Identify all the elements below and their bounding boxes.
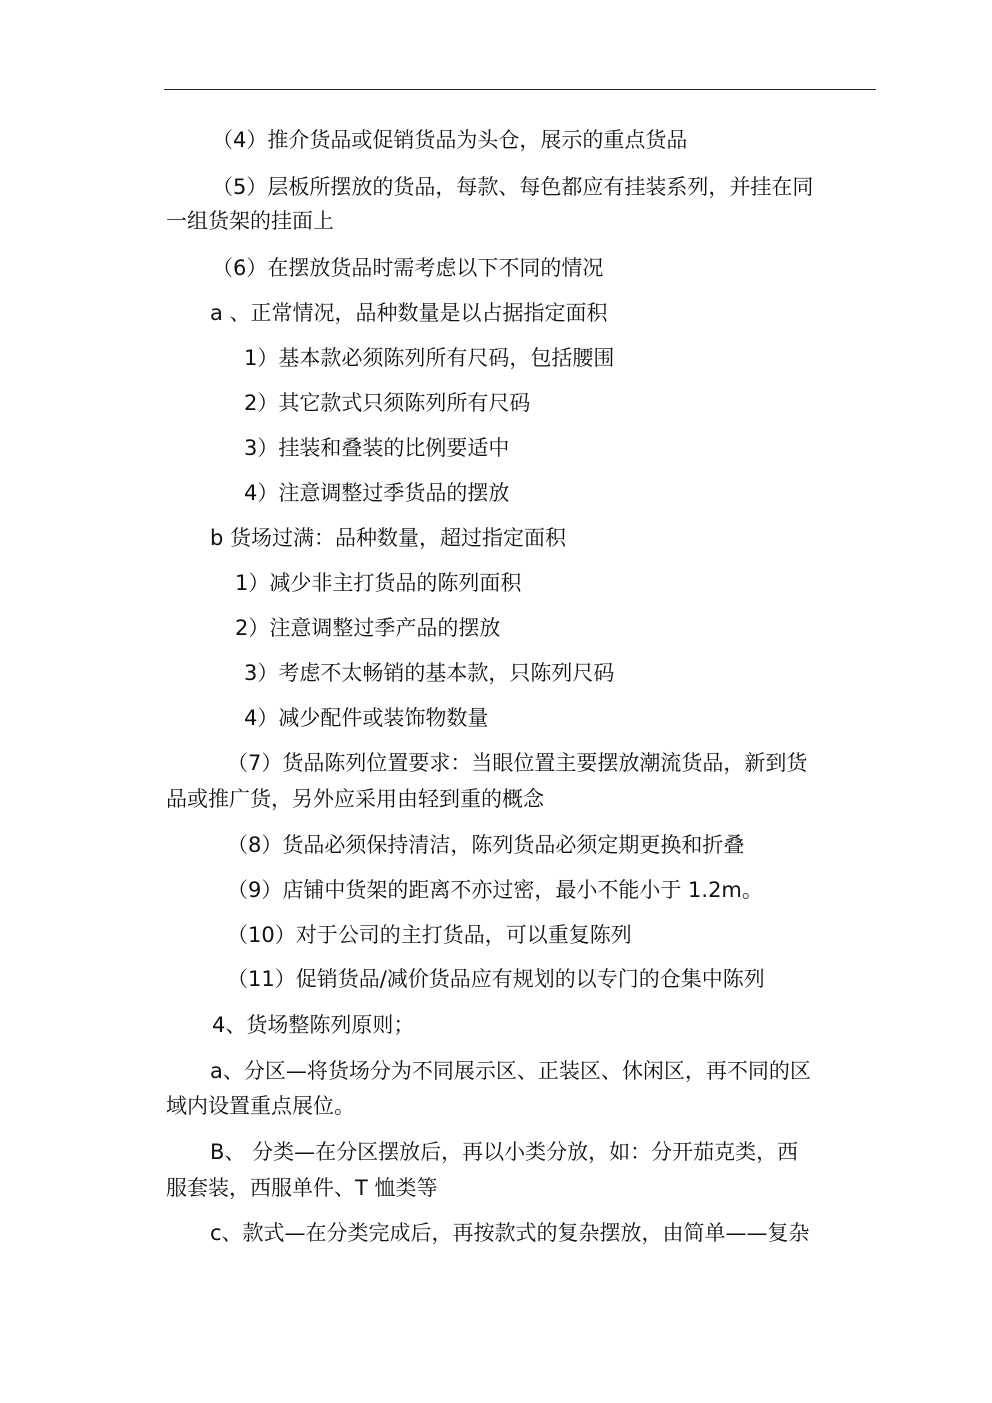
text-line: 服套装，西服单件、T 恤类等 xyxy=(166,1176,438,1200)
text-line: 4）减少配件或装饰物数量 xyxy=(244,706,489,730)
text-line: （7）货品陈列位置要求：当眼位置主要摆放潮流货品，新到货 xyxy=(227,751,808,775)
text-line: a 、正常情况，品种数量是以占据指定面积 xyxy=(210,301,608,325)
text-line: （11）促销货品/减价货品应有规划的以专门的仓集中陈列 xyxy=(227,967,765,991)
text-line: 4）注意调整过季货品的摆放 xyxy=(244,481,510,505)
text-line: B、 分类—在分区摆放后，再以小类分放，如：分开茄克类，西 xyxy=(210,1140,799,1164)
text-line: c、款式—在分类完成后，再按款式的复杂摆放，由简单——复杂 xyxy=(210,1221,810,1245)
text-line: b 货场过满：品种数量，超过指定面积 xyxy=(210,526,567,550)
text-line: （10）对于公司的主打货品，可以重复陈列 xyxy=(227,923,632,947)
text-line: （5）层板所摆放的货品，每款、每色都应有挂装系列，并挂在同 xyxy=(212,175,814,199)
text-line: （9）店铺中货架的距离不亦过密，最小不能小于 1.2m。 xyxy=(227,878,763,902)
text-line: 2）注意调整过季产品的摆放 xyxy=(235,616,501,640)
text-line: （6）在摆放货品时需考虑以下不同的情况 xyxy=(212,256,604,280)
text-line: 4、货场整陈列原则； xyxy=(212,1013,415,1037)
text-line: （4）推介货品或促销货品为头仓，展示的重点货品 xyxy=(212,128,688,152)
header-rule xyxy=(164,89,876,90)
text-line: 1）减少非主打货品的陈列面积 xyxy=(235,571,522,595)
text-line: 3）挂装和叠装的比例要适中 xyxy=(244,436,510,460)
text-line: 域内设置重点展位。 xyxy=(166,1094,355,1118)
text-line: （8）货品必须保持清洁，陈列货品必须定期更换和折叠 xyxy=(227,833,745,857)
text-line: 1）基本款必须陈列所有尺码，包括腰围 xyxy=(244,346,615,370)
text-line: 2）其它款式只须陈列所有尺码 xyxy=(244,391,531,415)
text-line: 品或推广货，另外应采用由轻到重的概念 xyxy=(166,787,544,811)
text-line: a、分区—将货场分为不同展示区、正装区、休闲区，再不同的区 xyxy=(210,1059,811,1083)
text-line: 一组货架的挂面上 xyxy=(166,209,334,233)
text-line: 3）考虑不太畅销的基本款，只陈列尺码 xyxy=(244,661,615,685)
